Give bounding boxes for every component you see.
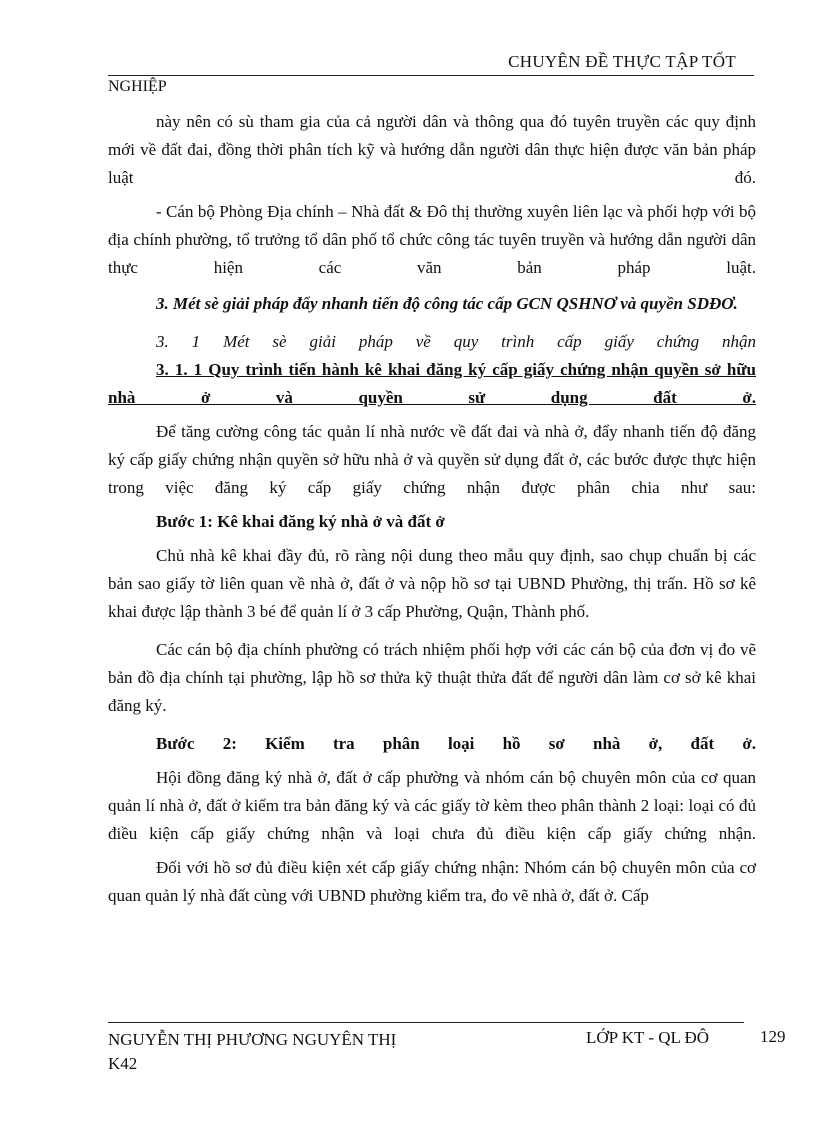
footer-author: NGUYỄN THỊ PHƯƠNG NGUYÊN THỊ K42 [108,1030,397,1073]
step-1-heading: Bước 1: Kê khai đăng ký nhà ở và đất ở [156,512,445,531]
paragraph: Các cán bộ địa chính phường có trách nhiệm phối hợp với các cán bộ của đơn vị đo vẽ bản đồ địa chính tại phường, lập hồ sơ thửa kỹ thuật thửa đất để người dân làm cơ sở kê khai đăng ký. [108,640,756,715]
header-rule [108,75,754,76]
header-title-continuation: NGHIỆP [108,78,167,95]
paragraph: Hội đồng đăng ký nhà ở, đất ở cấp phường và nhóm cán bộ chuyên môn của cơ quan quản lí nhà ở, đất ở kiểm tra bản đăng ký và các giấy tờ kèm theo phân thành 2 loại: loại có đủ điều kiện cấp giấy chứng nhận và loại chưa đủ điều kiện cấp giấy chứng nhận. [108,768,756,843]
section-heading-3-1: 3. 1 Mét sè giải pháp về quy trình cấp giấy chứng nhận [156,332,756,351]
body-text [108,108,756,910]
page-number: 129 [760,1027,786,1046]
paragraph: Để tăng cường công tác quản lí nhà nước về đất đai và nhà ở, đẩy nhanh tiến độ đăng ký cấp giấy chứng nhận quyền sở hữu nhà ở và quyền sử dụng đất ở, các bước được thực hiện trong việc đăng ký cấp giấy chứng nhận được phân chia như sau: [108,422,756,497]
paragraph: này nên có sù tham gia của cả người dân và thông qua đó tuyên truyền các quy định mới về đất đai, đồng thời phân tích kỹ và hướng dẫn người dân thực hiện được văn bản pháp luật đó. [108,112,756,187]
paragraph: Đối với hồ sơ đủ điều kiện xét cấp giấy chứng nhận: Nhóm cán bộ chuyên môn của cơ quan quản lý nhà đất cùng với UBND phường kiểm tra, đo vẽ nhà ở, đất ở. Cấp [108,858,756,905]
footer-rule [108,1022,744,1023]
step-2-heading: Bước 2: Kiểm tra phân loại hồ sơ nhà ở, đất ở. [156,734,756,753]
section-heading-3-1-1: 3. 1. 1 Quy trình tiến hành kê khai đăng ký cấp giấy chứng nhận quyền sở hữu nhà ở và quyền sử dụng đất ở. [108,360,756,407]
section-heading-3: 3. Mét sè giải pháp đẩy nhanh tiến độ công tác cấp GCN QSHNƠ và quyền SDĐƠ. [156,294,738,313]
paragraph: Chủ nhà kê khai đầy đủ, rõ ràng nội dung theo mẫu quy định, sao chụp chuẩn bị các bản sao giấy tờ liên quan về nhà ở, đất ở và nộp hồ sơ tại UBND Phường, thị trấn. Hồ sơ kê khai được lập thành 3 bé để quản lí ở 3 cấp Phường, Quận, Thành phố. [108,546,756,621]
footer-class: LỚP KT - QL ĐÔ [586,1028,710,1047]
paragraph: - Cán bộ Phòng Địa chính – Nhà đất & Đô thị thường xuyên liên lạc và phối hợp với bộ địa chính phường, tổ trưởng tổ dân phố tổ chức công tác tuyên truyền và hướng dẫn người dân thực hiện các văn bản pháp luật. [108,202,756,277]
header-title: CHUYÊN ĐỀ THỰC TẬP TỐT [508,52,736,71]
